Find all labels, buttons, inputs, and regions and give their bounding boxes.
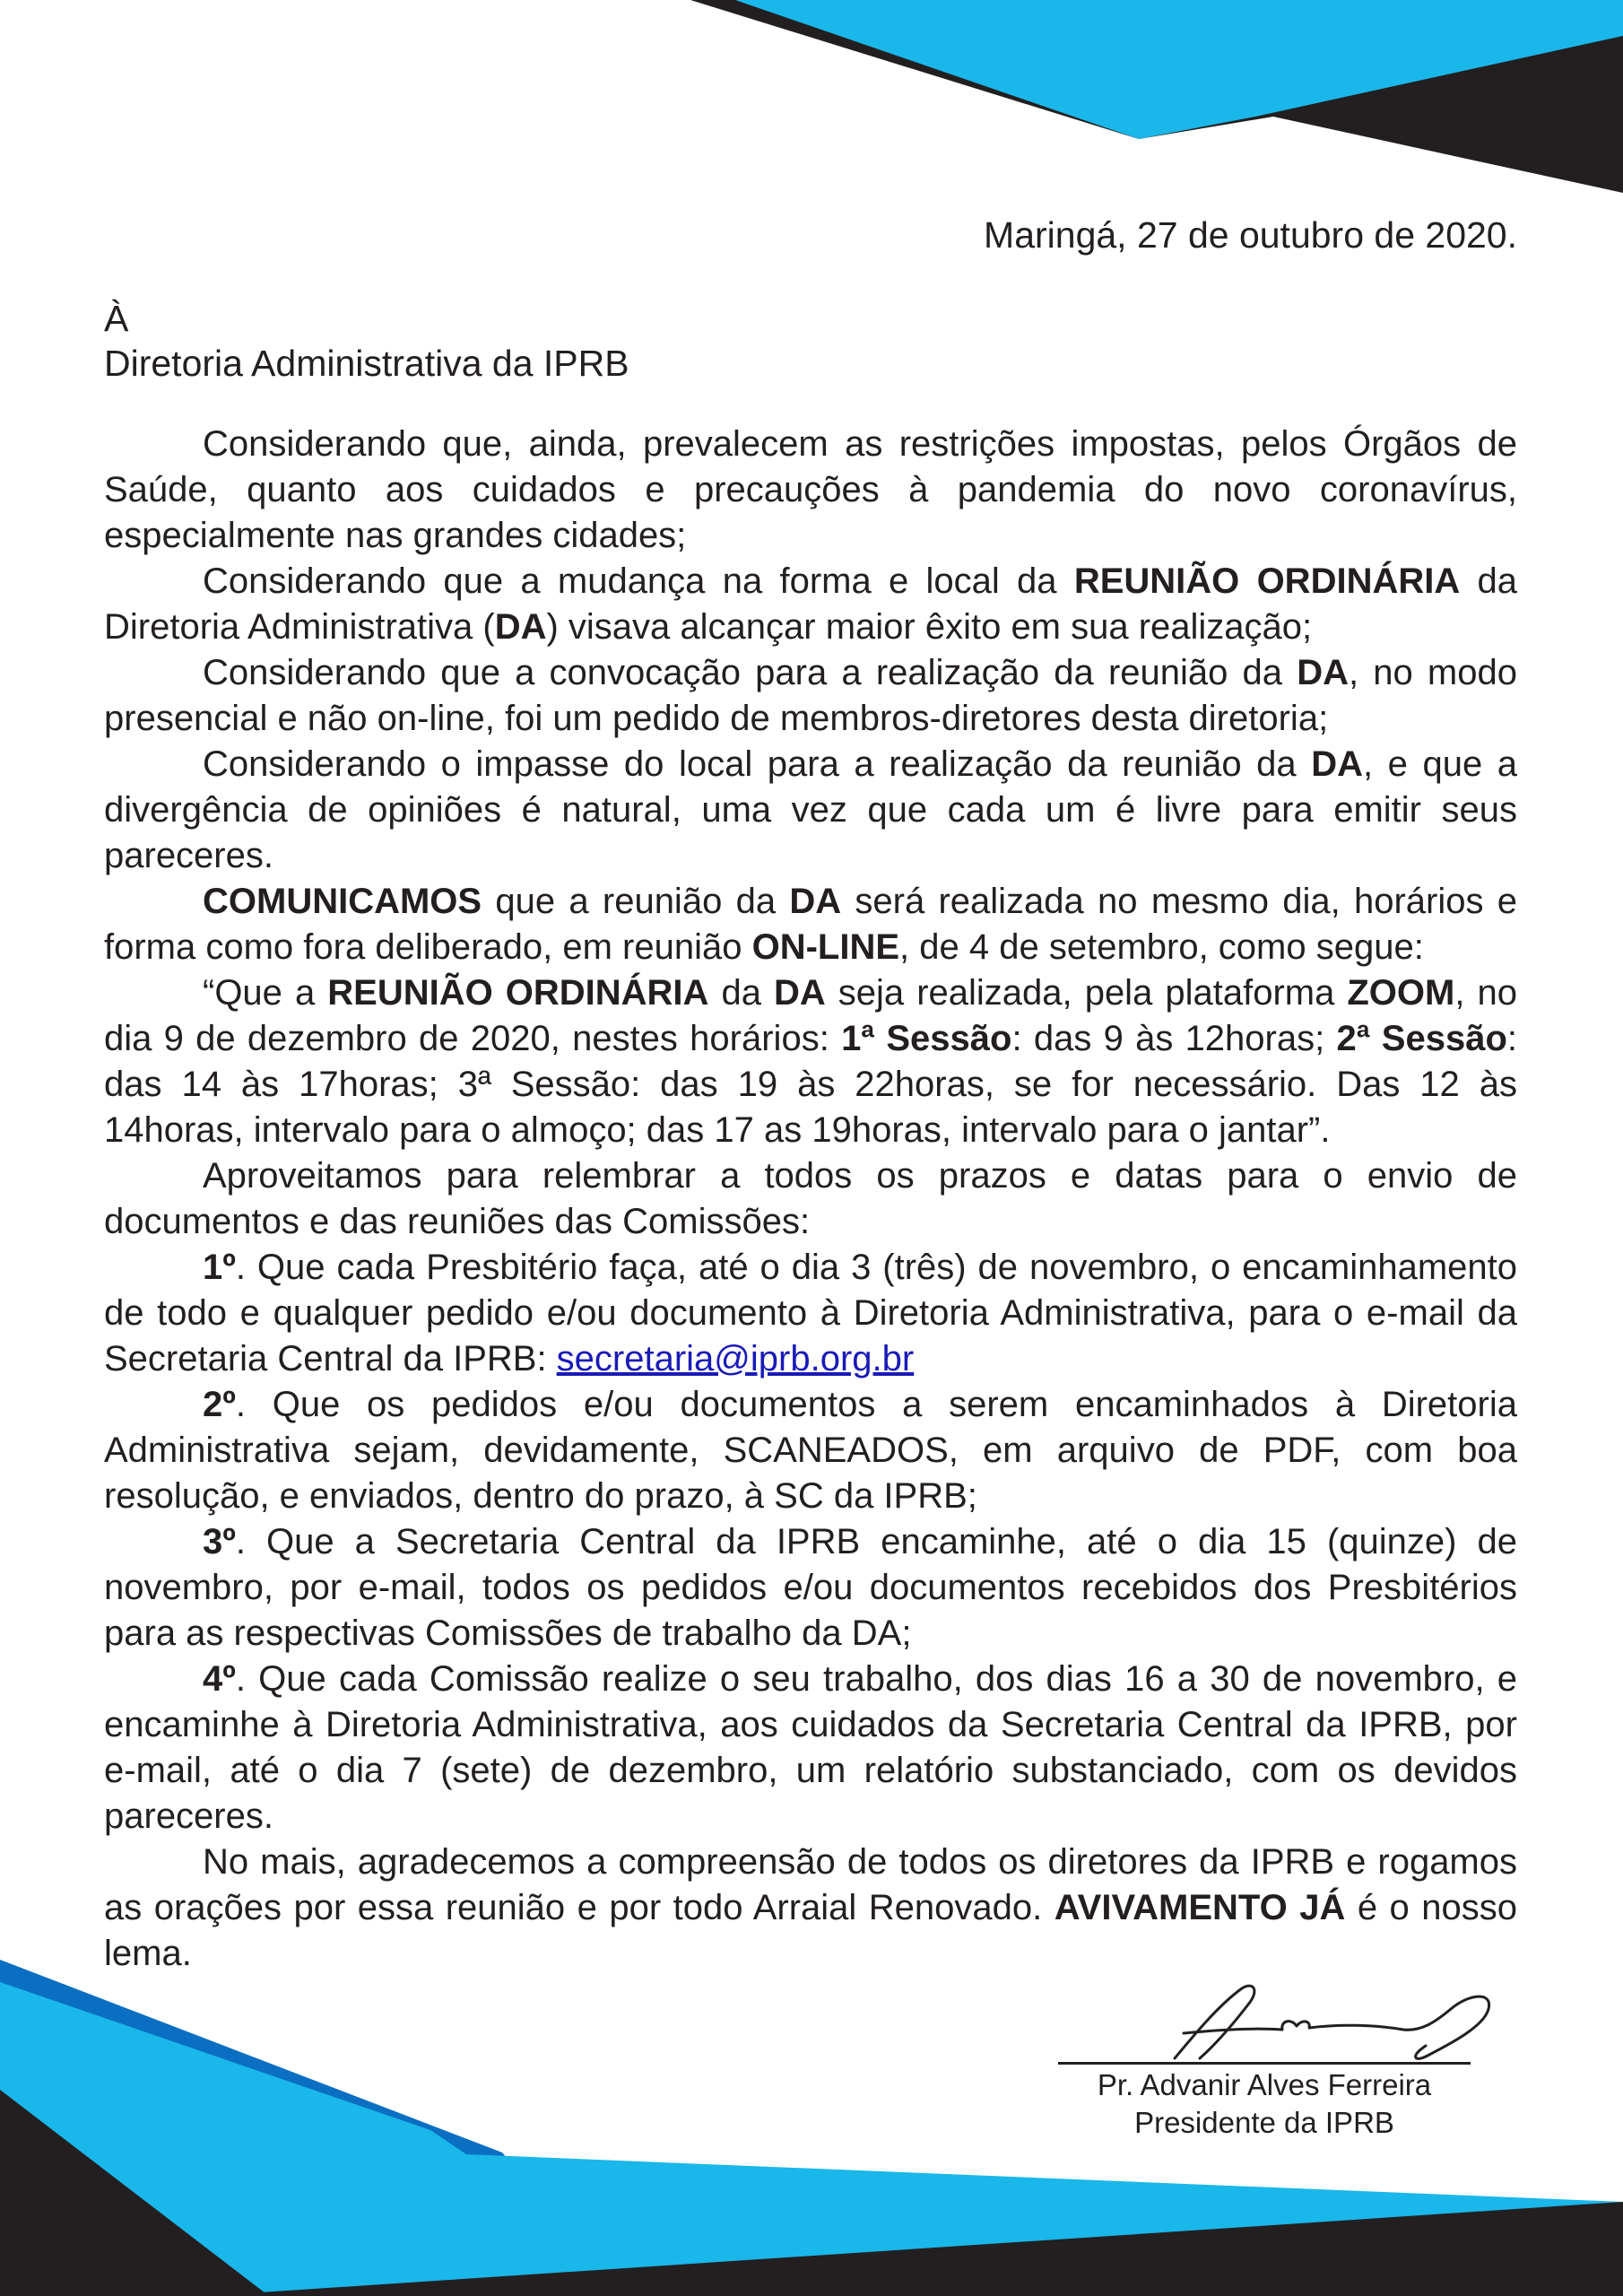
paragraph-3 bbox=[104, 650, 1517, 742]
signatory-title: Presidente da IPRB bbox=[1134, 2106, 1394, 2139]
p4-text: Considerando o impasse do local para a realização da reunião da bbox=[203, 744, 1312, 784]
paragraph-6 bbox=[104, 970, 1517, 1153]
p3-text: , no modo presencial e não on-line, foi um pedido de membros-diretores desta diretoria; bbox=[104, 653, 1517, 738]
p8-text: . Que cada Presbitério faça, até o dia 3 (três) de novembro, o encaminhamento de todo e qualquer pedido e/ou documento à Diretoria Administrativa, para o e-mail da Secretaria Central da IPRB: bbox=[104, 1248, 1517, 1378]
p5-bold: COMUNICAMOS bbox=[203, 882, 482, 921]
handwritten-signature bbox=[1040, 1969, 1506, 2076]
p6-bold: 1ª Sessão bbox=[841, 1019, 1012, 1058]
p6-text: , no dia 9 de dezembro de 2020, nestes horários: bbox=[104, 973, 1518, 1058]
p10-text: . Que a Secretaria Central da IPRB encaminhe, até o dia 15 (quinze) de novembro, por e-mail, todos os pedidos e/ou documentos recebidos dos Presbitérios para as respectivas Comissões de trabalho da DA; bbox=[104, 1522, 1517, 1653]
p6-text: : das 9 às 12horas; bbox=[1011, 1019, 1337, 1058]
p6-bold: 2ª Sessão bbox=[1336, 1019, 1507, 1058]
p6-text: : das 14 às 17horas; 3ª Sessão: das 19 às 22horas, se for necessário. Das 12 às 14horas, intervalo para o almoço; das 17 as 19horas, intervalo para o jantar”. bbox=[104, 1019, 1518, 1150]
letter-body bbox=[104, 422, 1517, 1977]
p5-text: será realizada no mesmo dia, horários e forma como fora deliberado, em reunião bbox=[104, 882, 1517, 967]
p5-bold: DA bbox=[789, 882, 842, 921]
p12-text: é o nosso lema. bbox=[104, 1888, 1517, 1973]
p2-bold: DA bbox=[494, 607, 547, 647]
p9-bold: 2º bbox=[203, 1385, 236, 1424]
paragraph-8 bbox=[104, 1245, 1517, 1382]
signature-line bbox=[1058, 2062, 1471, 2065]
p12-bold: AVIVAMENTO JÁ bbox=[1054, 1888, 1346, 1927]
p10-bold: 3º bbox=[203, 1522, 236, 1561]
p2-text: Considerando que a mudança na forma e local da bbox=[203, 561, 1074, 601]
paragraph-7: Aproveitamos para relembrar a todos os prazos e datas para o envio de documentos e das reuniões das Comissões: bbox=[104, 1156, 1517, 1241]
paragraph-11 bbox=[104, 1657, 1517, 1839]
paragraph-1: Considerando que, ainda, prevalecem as restrições impostas, pelos Órgãos de Saúde, quanto aos cuidados e precauções à pandemia do novo coronavírus, especialmente nas grandes cidades; bbox=[104, 424, 1517, 555]
p6-bold: ZOOM bbox=[1347, 973, 1455, 1013]
letter-date: Maringá, 27 de outubro de 2020. bbox=[984, 214, 1517, 256]
p6-text: “Que a bbox=[203, 973, 328, 1013]
p12-text: No mais, agradecemos a compreensão de todos os diretores da IPRB e rogamos as orações por essa reunião e por todo Arraial Renovado. bbox=[104, 1842, 1517, 1927]
paragraph-12 bbox=[104, 1839, 1517, 1977]
addressee-recipient: Diretoria Administrativa da IPRB bbox=[104, 343, 629, 384]
signatory-name: Pr. Advanir Alves Ferreira bbox=[1097, 2068, 1432, 2101]
addressee-prefix: À bbox=[104, 298, 129, 339]
paragraph-10 bbox=[104, 1519, 1517, 1657]
signature-block bbox=[1040, 1969, 1506, 2157]
p6-bold: REUNIÃO ORDINÁRIA bbox=[327, 973, 709, 1013]
paragraph-5 bbox=[104, 879, 1517, 970]
p5-text: que a reunião da bbox=[482, 882, 790, 921]
p11-bold: 4º bbox=[203, 1659, 236, 1699]
p9-text: . Que os pedidos e/ou documentos a serem encaminhados à Diretoria Administrativa sejam, devidamente, SCANEADOS, em arquivo de PDF, com boa resolução, e enviados, dentro do prazo, à SC da IPRB; bbox=[104, 1385, 1517, 1516]
p6-text: seja realizada, pela plataforma bbox=[825, 973, 1348, 1013]
p4-bold: DA bbox=[1311, 744, 1363, 784]
p5-bold: ON-LINE bbox=[751, 927, 900, 967]
p11-text: . Que cada Comissão realize o seu trabalho, dos dias 16 a 30 de novembro, e encaminhe à Diretoria Administrativa, aos cuidados da Secretaria Central da IPRB, por e-mail, até o dia 7 (sete) de dezembro, um relatório substanciado, com os devidos pareceres. bbox=[104, 1659, 1517, 1836]
p2-text: da Diretoria Administrativa ( bbox=[104, 561, 1518, 647]
paragraph-4 bbox=[104, 742, 1517, 879]
p5-text: , de 4 de setembro, como segue: bbox=[899, 927, 1424, 967]
p2-text: ) visava alcançar maior êxito em sua realização; bbox=[546, 607, 1313, 647]
p4-text: , e que a divergência de opiniões é natural, uma vez que cada um é livre para emitir seus pareceres. bbox=[104, 744, 1518, 875]
p2-bold: REUNIÃO ORDINÁRIA bbox=[1073, 561, 1461, 601]
p8-bold: 1º bbox=[203, 1248, 236, 1287]
p6-text: da bbox=[708, 973, 774, 1013]
p3-text: Considerando que a convocação para a realização da reunião da bbox=[203, 653, 1298, 692]
paragraph-2 bbox=[104, 559, 1517, 650]
secretaria-email-link[interactable]: secretaria@iprb.org.br bbox=[556, 1339, 915, 1378]
p6-bold: DA bbox=[773, 973, 826, 1013]
paragraph-9 bbox=[104, 1382, 1517, 1519]
p3-bold: DA bbox=[1297, 653, 1349, 692]
addressee-block bbox=[104, 296, 629, 386]
